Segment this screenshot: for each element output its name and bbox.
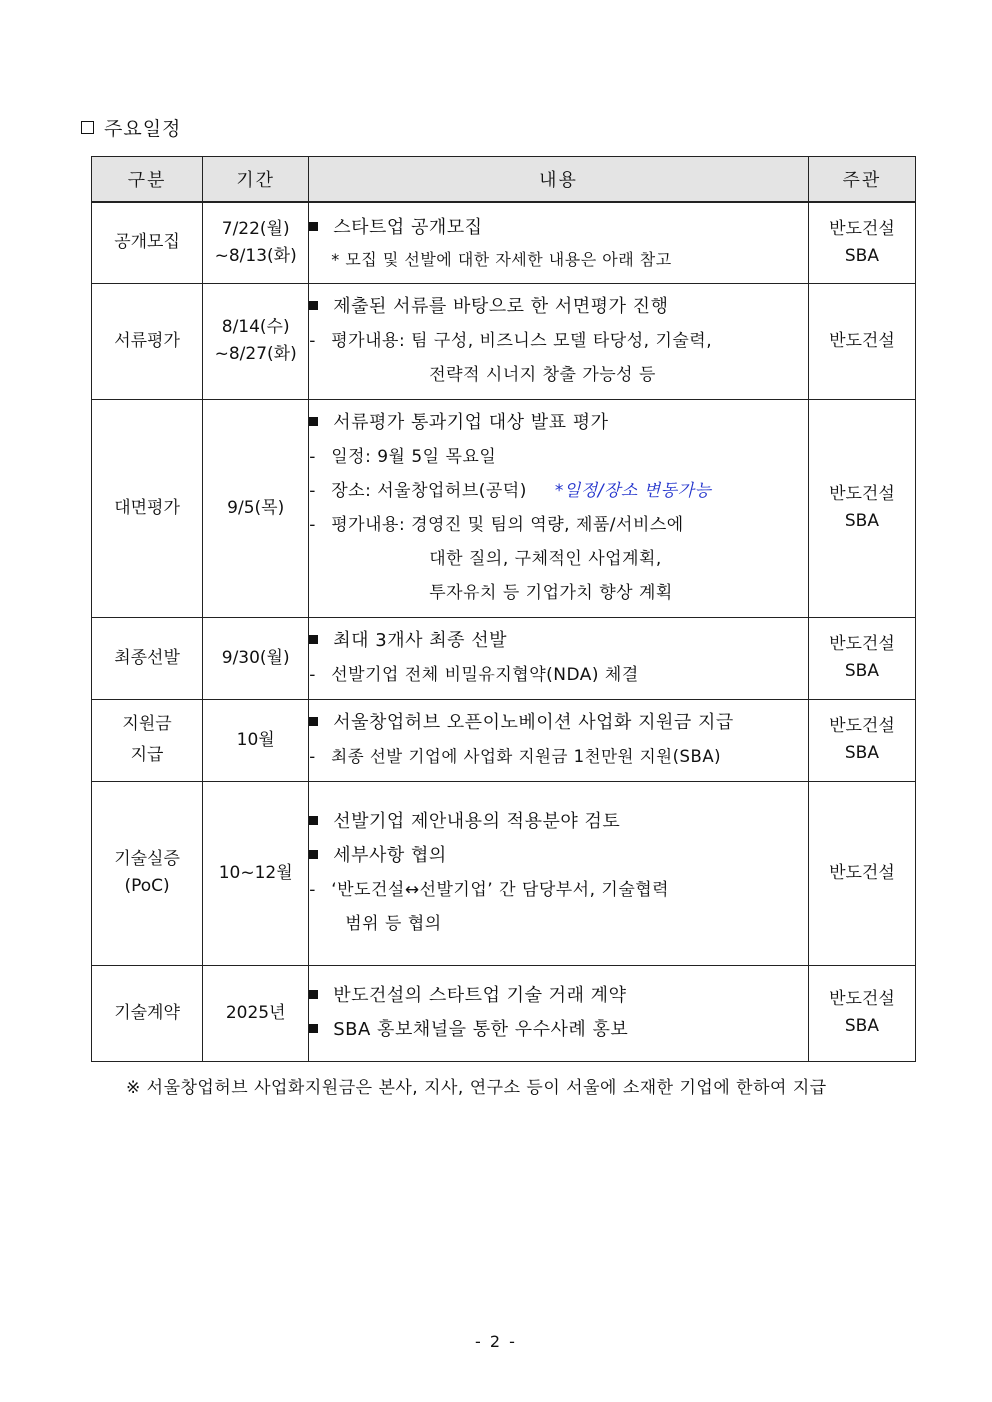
row-organizer: 반도건설 bbox=[808, 283, 915, 399]
dash-item-continuation: 전략적 시너지 창출 가능성 등 bbox=[429, 365, 656, 385]
row-content bbox=[309, 699, 809, 781]
bullet-item: 세부사항 협의 bbox=[309, 839, 808, 873]
row-period: 9/30(월) bbox=[203, 617, 309, 699]
note-item: * 모집 및 선발에 대한 자세한 내용은 아래 참고 bbox=[331, 249, 672, 269]
row-category: 공개모집 bbox=[92, 202, 203, 283]
row-content bbox=[309, 965, 809, 1061]
square-bullet-icon bbox=[309, 990, 318, 999]
bullet-item: 선발기업 제안내용의 적용분야 검토 bbox=[309, 805, 808, 839]
row-organizer: 반도건설 SBA bbox=[808, 617, 915, 699]
square-bullet-icon bbox=[309, 301, 318, 310]
row-category: 기술실증 (PoC) bbox=[92, 781, 203, 965]
bullet-item: 최대 3개사 최종 선발 bbox=[309, 624, 808, 658]
table-row bbox=[92, 283, 916, 399]
row-category: 대면평가 bbox=[92, 399, 203, 617]
dash-item: - 평가내용: 경영진 및 팀의 역량, 제품/서비스에 bbox=[309, 515, 684, 535]
row-content bbox=[309, 283, 809, 399]
row-content bbox=[309, 399, 809, 617]
row-organizer: 반도건설 SBA bbox=[808, 202, 915, 283]
table-row bbox=[92, 202, 916, 283]
bullet-item: 반도건설의 스타트업 기술 거래 계약 bbox=[309, 979, 808, 1013]
row-content bbox=[309, 781, 809, 965]
row-content bbox=[309, 202, 809, 283]
dash-item: - 장소: 서울창업허브(공덕) *일정/장소 변동가능 bbox=[309, 481, 712, 501]
row-content bbox=[309, 617, 809, 699]
row-organizer: 반도건설 SBA bbox=[808, 965, 915, 1061]
schedule-change-note: *일정/장소 변동가능 bbox=[554, 481, 712, 501]
square-bullet-icon bbox=[309, 1024, 318, 1033]
row-period: 9/5(목) bbox=[203, 399, 309, 617]
dash-item: - 선발기업 전체 비밀유지협약(NDA) 체결 bbox=[309, 665, 639, 685]
section-title-text: 주요일정 bbox=[104, 118, 182, 140]
bullet-item: 제출된 서류를 바탕으로 한 서면평가 진행 bbox=[309, 290, 808, 324]
row-category: 지원금 지급 bbox=[92, 699, 203, 781]
square-bullet-icon bbox=[309, 417, 318, 426]
table-row bbox=[92, 781, 916, 965]
bullet-item: 서울창업허브 오픈이노베이션 사업화 지원금 지급 bbox=[309, 706, 808, 740]
row-period: 10~12월 bbox=[203, 781, 309, 965]
header-period: 기간 bbox=[203, 157, 309, 203]
header-content: 내용 bbox=[309, 157, 809, 203]
header-organizer: 주관 bbox=[808, 157, 915, 203]
square-bullet-icon bbox=[309, 635, 318, 644]
table-row bbox=[92, 965, 916, 1061]
page-number: - 2 - bbox=[475, 1332, 517, 1351]
footnote: ※ 서울창업허브 사업화지원금은 본사, 지사, 연구소 등이 서울에 소재한 기업에 한하여 지급 bbox=[126, 1078, 827, 1098]
dash-item: - 최종 선발 기업에 사업화 지원금 1천만원 지원(SBA) bbox=[309, 747, 722, 766]
square-bullet-icon bbox=[309, 850, 318, 859]
row-period: 8/14(수) ~8/27(화) bbox=[203, 283, 309, 399]
row-organizer: 반도건설 SBA bbox=[808, 699, 915, 781]
table-row bbox=[92, 699, 916, 781]
row-category: 기술계약 bbox=[92, 965, 203, 1061]
bullet-item: SBA 홍보채널을 통한 우수사례 홍보 bbox=[309, 1013, 808, 1047]
table-row bbox=[92, 399, 916, 617]
row-period: 10월 bbox=[203, 699, 309, 781]
dash-item-continuation: 범위 등 협의 bbox=[345, 914, 442, 934]
bullet-item: 스타트업 공개모집 bbox=[309, 211, 808, 245]
dash-item-continuation: 투자유치 등 기업가치 향상 계획 bbox=[429, 583, 673, 603]
row-category: 서류평가 bbox=[92, 283, 203, 399]
row-organizer: 반도건설 SBA bbox=[808, 399, 915, 617]
square-bullet-icon bbox=[309, 816, 318, 825]
header-category: 구분 bbox=[92, 157, 203, 203]
row-organizer: 반도건설 bbox=[808, 781, 915, 965]
dash-item-continuation: 대한 질의, 구체적인 사업계획, bbox=[429, 549, 662, 569]
schedule-table bbox=[91, 156, 916, 1062]
row-period: 7/22(월) ~8/13(화) bbox=[203, 202, 309, 283]
checkbox-square-icon bbox=[81, 121, 94, 134]
table-row bbox=[92, 617, 916, 699]
dash-item: - ‘반도건설↔선발기업’ 간 담당부서, 기술협력 bbox=[309, 880, 670, 900]
dash-item: - 일정: 9월 5일 목요일 bbox=[309, 447, 497, 467]
dash-item: - 평가내용: 팀 구성, 비즈니스 모델 타당성, 기술력, bbox=[309, 331, 713, 351]
section-title bbox=[81, 114, 181, 141]
square-bullet-icon bbox=[309, 717, 318, 726]
row-period: 2025년 bbox=[203, 965, 309, 1061]
bullet-item: 서류평가 통과기업 대상 발표 평가 bbox=[309, 406, 808, 440]
square-bullet-icon bbox=[309, 222, 318, 231]
table-header-row bbox=[92, 157, 916, 203]
row-category: 최종선발 bbox=[92, 617, 203, 699]
